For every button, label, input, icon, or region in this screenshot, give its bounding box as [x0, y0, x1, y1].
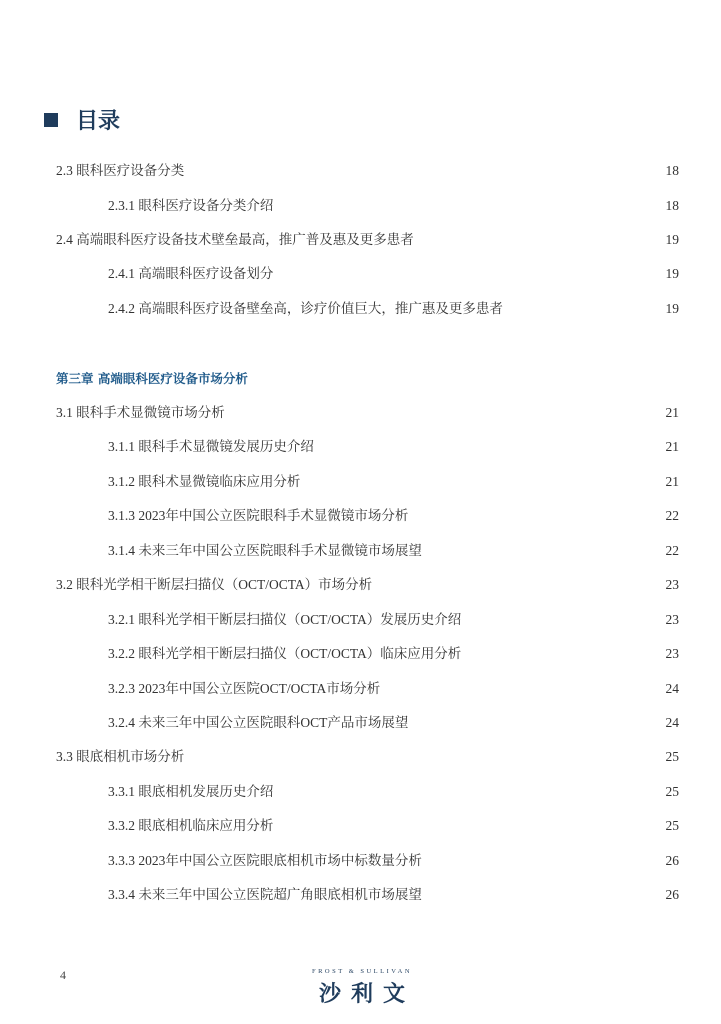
toc-entry[interactable] — [0, 679, 721, 699]
toc-entry[interactable] — [0, 541, 721, 561]
logo-english-text: FROST & SULLIVAN — [311, 968, 413, 975]
toc-entry-label: 3.3.1 眼底相机发展历史介绍 — [108, 784, 274, 799]
toc-entry-label: 3.1.4 未来三年中国公立医院眼科手术显微镜市场展望 — [108, 543, 422, 558]
toc-entry-page: 18 — [665, 198, 679, 213]
toc-entry-page: 19 — [665, 232, 679, 247]
toc-entry-page: 22 — [665, 543, 679, 558]
toc-entry-page: 25 — [665, 749, 679, 764]
toc-entry-page: 21 — [665, 439, 679, 454]
toc-entry-label: 2.3 眼科医疗设备分类 — [56, 163, 185, 178]
toc-entry[interactable] — [0, 196, 721, 216]
toc-entry-label: 3.1.1 眼科手术显微镜发展历史介绍 — [108, 439, 314, 454]
page-number: 4 — [60, 968, 66, 982]
toc-entry-page: 23 — [665, 646, 679, 661]
toc-entry[interactable] — [0, 851, 721, 871]
toc-entry-page: 25 — [665, 784, 679, 799]
toc-entry-page: 19 — [665, 301, 679, 316]
toc-entry-label: 2.4.1 高端眼科医疗设备划分 — [108, 266, 274, 281]
toc-entry-label: 3.2.2 眼科光学相干断层扫描仪（OCT/OCTA）临床应用分析 — [108, 646, 462, 661]
toc-entry[interactable] — [0, 575, 721, 595]
logo-chinese-text: 沙利文 — [318, 982, 415, 1007]
toc-entry[interactable] — [0, 782, 721, 802]
toc-entry-page: 19 — [665, 266, 679, 281]
toc-entry-label: 3.1 眼科手术显微镜市场分析 — [56, 405, 225, 420]
chapter-heading[interactable]: 第三章 高端眼科医疗设备市场分析 — [56, 371, 248, 386]
toc-entry[interactable] — [0, 610, 721, 630]
toc-heading — [44, 104, 120, 135]
toc-entry-label: 3.2.3 2023年中国公立医院OCT/OCTA市场分析 — [108, 681, 381, 696]
toc-entry-label: 3.3 眼底相机市场分析 — [56, 749, 185, 764]
toc-entry[interactable] — [0, 885, 721, 905]
toc-entry[interactable] — [0, 747, 721, 767]
toc-entry-label: 3.3.3 2023年中国公立医院眼底相机市场中标数量分析 — [108, 853, 422, 868]
toc-entry[interactable] — [0, 713, 721, 733]
toc-entry-page: 26 — [665, 853, 679, 868]
heading-bullet-icon — [44, 113, 58, 127]
toc-entry-page: 25 — [665, 818, 679, 833]
toc-entry[interactable] — [0, 230, 721, 250]
toc-entry[interactable] — [0, 264, 721, 284]
toc-entry-label: 3.3.4 未来三年中国公立医院超广角眼底相机市场展望 — [108, 887, 422, 902]
toc-entry-label: 3.1.2 眼科术显微镜临床应用分析 — [108, 474, 301, 489]
toc-entry[interactable] — [0, 506, 721, 526]
toc-entry-page: 21 — [665, 405, 679, 420]
toc-entry[interactable] — [0, 161, 721, 181]
toc-entry-page: 23 — [665, 612, 679, 627]
toc-entry-page: 26 — [665, 887, 679, 902]
toc-entry-label: 3.3.2 眼底相机临床应用分析 — [108, 818, 274, 833]
toc-entry-page: 24 — [665, 715, 679, 730]
page-title: 目录 — [76, 109, 121, 134]
toc-entry-label: 2.3.1 眼科医疗设备分类介绍 — [108, 198, 274, 213]
toc-entry-page: 18 — [665, 163, 679, 178]
toc-entry-page: 23 — [665, 577, 679, 592]
toc-entry-label: 2.4 高端眼科医疗设备技术壁垒最高，推广普及惠及更多患者 — [56, 232, 414, 247]
toc-entry[interactable] — [0, 472, 721, 492]
toc-entry[interactable] — [0, 644, 721, 664]
toc-entry-label: 3.1.3 2023年中国公立医院眼科手术显微镜市场分析 — [108, 508, 409, 523]
toc-entry-label: 3.2.1 眼科光学相干断层扫描仪（OCT/OCTA）发展历史介绍 — [108, 612, 462, 627]
toc-entry-page: 24 — [665, 681, 679, 696]
toc-entry-label: 3.2.4 未来三年中国公立医院眼科OCT产品市场展望 — [108, 715, 409, 730]
toc-entry[interactable] — [0, 437, 721, 457]
toc-entry[interactable] — [0, 403, 721, 423]
toc-entry-label: 3.2 眼科光学相干断层扫描仪（OCT/OCTA）市场分析 — [56, 577, 373, 592]
toc-entry-label: 2.4.2 高端眼科医疗设备壁垒高，诊疗价值巨大，推广惠及更多患者 — [108, 301, 503, 316]
frost-sullivan-logo — [300, 968, 424, 1008]
toc-entry-page: 22 — [665, 508, 679, 523]
toc-entry-page: 21 — [665, 474, 679, 489]
toc-entry[interactable] — [0, 816, 721, 836]
toc-entry[interactable] — [0, 299, 721, 319]
